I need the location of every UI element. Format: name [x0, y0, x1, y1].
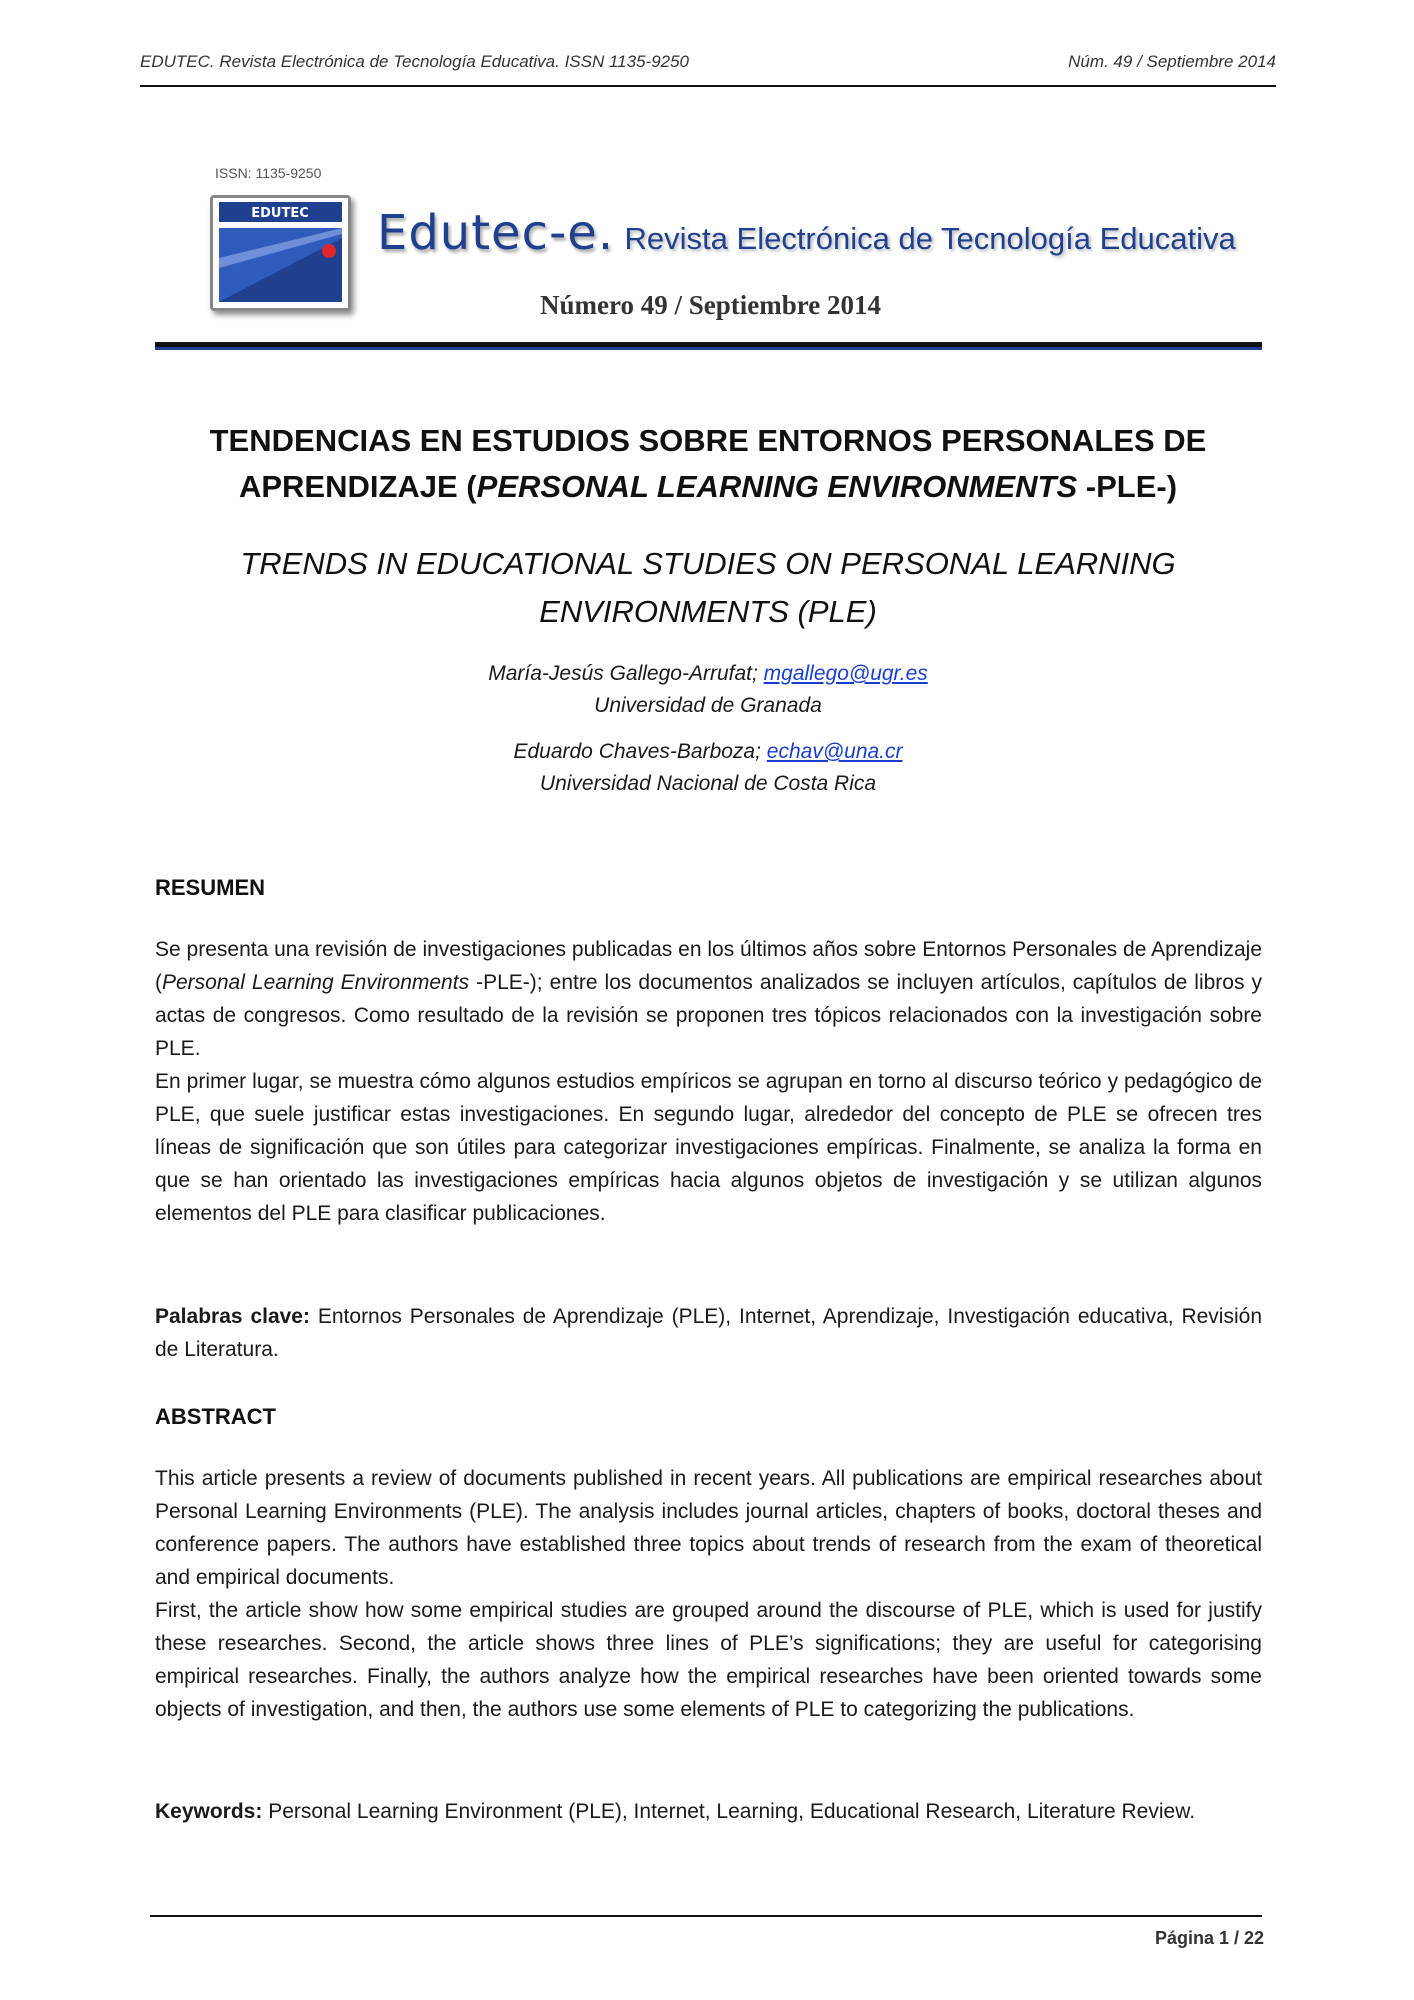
running-header-issue: Núm. 49 / Septiembre 2014 [1068, 52, 1276, 71]
footer-divider [150, 1915, 1262, 1917]
issue-number: Número 49 / Septiembre 2014 [540, 290, 881, 320]
brand-name: Edutec-e. [377, 205, 615, 261]
author-entry [160, 658, 1256, 722]
resumen-heading: RESUMEN [155, 875, 266, 900]
masthead-issn: ISSN: 1135-9250 [215, 165, 322, 181]
title-english [160, 540, 1256, 636]
title-es-line1: TENDENCIAS EN ESTUDIOS SOBRE ENTORNOS PERSONALES DE [209, 423, 1207, 458]
keywords-text: Personal Learning Environment (PLE), Internet, Learning, Educational Research, Literature Review. [262, 1800, 1196, 1823]
title-en-line1: TRENDS IN EDUCATIONAL STUDIES ON PERSONAL LEARNING [240, 546, 1176, 581]
author-list [160, 658, 1256, 814]
keywords-text: Entornos Personales de Aprendizaje (PLE), Internet, Aprendizaje, Investigación educativa, Revisión de Literatura. [155, 1305, 1262, 1361]
brand-subtitle: Revista Electrónica de Tecnología Educativa [624, 221, 1236, 256]
keywords-label: Palabras clave: [155, 1305, 310, 1328]
resumen-paragraph: Se presenta una revisión de investigaciones publicadas en los últimos años sobre Entornos Personales de Aprendizaje (Personal Learning Environments -PLE-); entre los documentos analizados se incluyen artículos, capítulos de libros y actas de congresos. Como resultado de la revisión se proponen tres tópicos relacionados con la investigación sobre PLE. [155, 938, 1262, 1060]
abstract-heading: ABSTRACT [155, 1404, 276, 1429]
author-name: María-Jesús Gallego-Arrufat; [488, 662, 764, 685]
abstract-keywords [155, 1795, 1262, 1828]
author-email-link[interactable]: echav@una.cr [766, 740, 903, 763]
header-divider [140, 85, 1276, 87]
title-spanish [160, 418, 1256, 510]
author-name: Eduardo Chaves-Barboza; [513, 740, 767, 763]
author-affiliation: Universidad de Granada [594, 694, 822, 717]
author-email-link[interactable]: mgallego@ugr.es [763, 662, 928, 685]
brand-title [377, 205, 1236, 261]
running-header-journal: EDUTEC. Revista Electrónica de Tecnología Educativa. ISSN 1135-9250 [140, 52, 690, 71]
abstract-body [155, 1462, 1262, 1726]
abstract-paragraph: First, the article show how some empirical studies are grouped around the discourse of PLE, which is used for justify these researches. Second, the article shows three lines of PLE’s significations; they are useful for categorising empirical researches. Finally, the authors analyze how the empirical researches have been oriented towards some objects of investigation, and then, the authors use some elements of PLE to categorizing the publications. [155, 1599, 1262, 1721]
masthead [205, 160, 1267, 360]
page-number: Página 1 / 22 [1154, 1928, 1264, 1948]
author-affiliation: Universidad Nacional de Costa Rica [539, 772, 877, 795]
resumen-body [155, 933, 1262, 1230]
abstract-paragraph: This article presents a review of documents published in recent years. All publications are empirical researches about Personal Learning Environments (PLE). The analysis includes journal articles, chapters of books, doctoral theses and conference papers. The authors have established three topics about trends of research from the exam of theoretical and empirical documents. [155, 1467, 1262, 1589]
keywords-label: Keywords: [155, 1800, 263, 1823]
logo-text: EDUTEC [251, 206, 309, 221]
edutec-logo-icon [210, 195, 351, 311]
title-es-line2: APRENDIZAJE (PERSONAL LEARNING ENVIRONMENTS -PLE-) [238, 469, 1178, 504]
title-en-line2: ENVIRONMENTS (PLE) [539, 594, 877, 629]
resumen-paragraph: En primer lugar, se muestra cómo algunos estudios empíricos se agrupan en torno al discurso teórico y pedagógico de PLE, que suele justificar estas investigaciones. En segundo lugar, alrededor del concepto de PLE se ofrecen tres líneas de significación que son útiles para categorizar investigaciones empíricas. Finalmente, se analiza la forma en que se han orientado las investigaciones empíricas hacia algunos objetos de investigación y se utilizan algunos elementos del PLE para clasificar publicaciones. [155, 1070, 1262, 1225]
author-entry [160, 736, 1256, 800]
masthead-divider-accent [155, 347, 1262, 350]
resumen-keywords [155, 1300, 1262, 1366]
